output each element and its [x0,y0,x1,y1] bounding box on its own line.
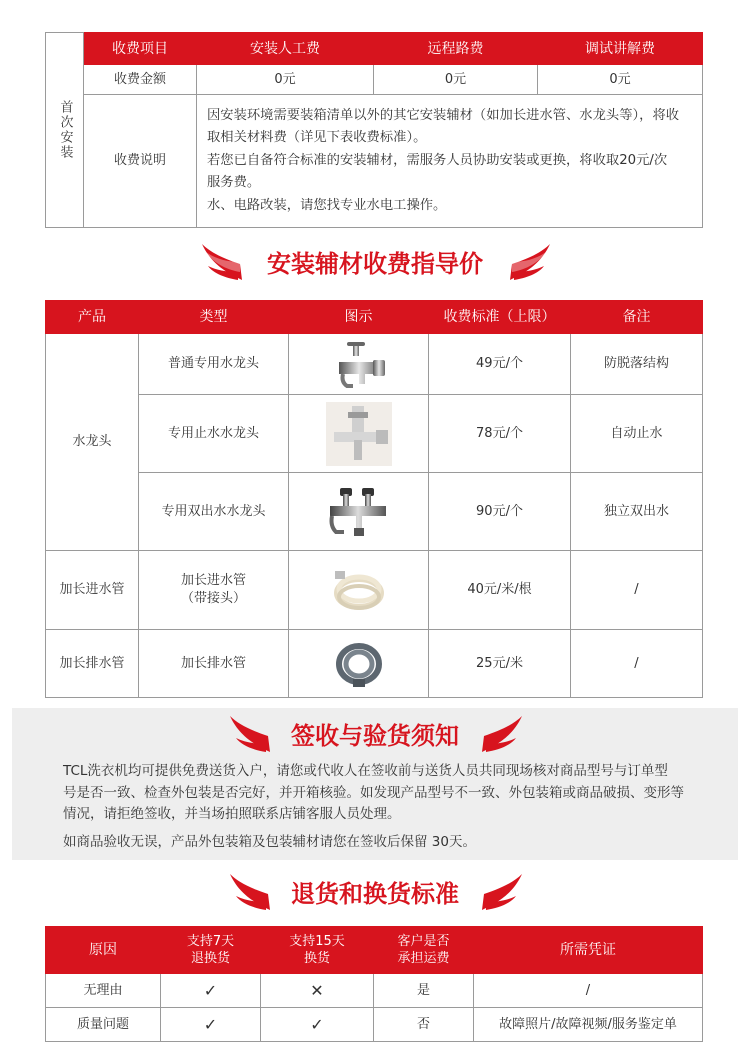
section-title-accessories [0,240,750,288]
freight-cell: 否 [374,1008,474,1042]
wing-right-icon [480,870,524,912]
section-title-text: 安装辅材收费指导价 [267,250,483,278]
table-row [46,630,703,698]
type-cell [139,551,289,630]
install-fee-table [45,32,703,228]
table-row [46,473,703,551]
price-cell: 49元/个 [429,334,571,395]
note-cell: 独立双出水 [571,473,703,551]
type-cell: 专用止水水龙头 [139,395,289,473]
reason-cell: 质量问题 [46,1008,161,1042]
header-line: 客户是否 [397,934,450,949]
image-cell [289,395,429,473]
inlet-hose-icon [331,567,387,613]
freight-cell: 是 [374,974,474,1008]
note-cell: / [571,630,703,698]
dual-faucet-icon [324,482,394,542]
inspection-line: 情况，请拒绝签收，并当场拍照联系店铺客服人员处理。 [63,806,401,822]
note-line: 因安装环境需要装箱清单以外的其它安装辅材（如加长进水管、水龙头等），将收 [207,107,680,123]
header-line: 承担运费 [397,951,450,966]
inspection-text [63,761,703,853]
side-label [46,33,84,228]
header-7day [161,927,261,974]
type-cell: 专用双出水水龙头 [139,473,289,551]
image-cell [289,551,429,630]
header-freight [374,927,474,974]
inspection-line: 如商品验收无误，产品外包装箱及包装辅材请您在签收后保留 30天。 [63,833,476,850]
check-icon: ✓ [261,1008,374,1042]
header-image: 图示 [289,301,429,334]
section-title-text: 签收与验货须知 [291,722,459,750]
header-debug-fee: 调试讲解费 [538,33,703,65]
table-row [46,974,703,1008]
table-row [46,334,703,395]
image-cell [289,630,429,698]
header-fee-item: 收费项目 [84,33,197,65]
section-title-returns [0,870,750,918]
header-price: 收费标准（上限） [429,301,571,334]
stop-faucet-icon [326,402,392,466]
note-cell: 自动止水 [571,395,703,473]
inspection-line: 号是否一致、检查外包装是否完好，并开箱核验。如发现产品型号不一致、外包装箱或商品破损、变形等 [63,784,684,801]
drain-hose-icon [333,639,385,689]
section-title-text: 退货和换货标准 [291,880,459,908]
header-note: 备注 [571,301,703,334]
note-line: 水、电路改装，请您找专业水电工操作。 [207,197,447,213]
header-line: 换货 [303,951,330,966]
accessory-price-table [45,300,703,698]
note-cell: / [571,551,703,630]
type-cell: 普通专用水龙头 [139,334,289,395]
reason-cell: 无理由 [46,974,161,1008]
faucet-icon [329,338,389,390]
note-cell: 防脱落结构 [571,334,703,395]
note-label: 收费说明 [84,95,197,228]
note-line: 取相关材料费（详见下表收费标准）。 [207,130,427,146]
header-line: 支持7天 [186,934,235,949]
wing-right-icon [508,240,552,282]
product-inlet-hose: 加长进水管 [46,551,139,630]
note-line: 若您已自备符合标准的安装辅材，需服务人员协助安装或更换，将收取20元/次 [207,152,668,168]
price-cell: 78元/个 [429,395,571,473]
header-labor-fee: 安装人工费 [197,33,374,65]
note-line: 服务费。 [207,175,261,191]
image-cell [289,473,429,551]
check-icon: ✓ [161,974,261,1008]
price-cell: 25元/米 [429,630,571,698]
header-proof: 所需凭证 [474,927,703,974]
header-product: 产品 [46,301,139,334]
header-line: 退换货 [190,951,230,966]
type-cell: 加长排水管 [139,630,289,698]
header-reason: 原因 [46,927,161,974]
amount-label: 收费金额 [84,65,197,95]
table-row [46,1008,703,1042]
header-line: 支持15天 [289,934,345,949]
product-faucet: 水龙头 [46,334,139,551]
type-line: 加长进水管 [180,573,246,588]
proof-cell: / [474,974,703,1008]
header-type: 类型 [139,301,289,334]
header-travel-fee: 远程路费 [374,33,538,65]
table-row [46,395,703,473]
check-icon: ✓ [161,1008,261,1042]
image-cell [289,334,429,395]
type-line: （带接头） [180,591,246,606]
product-drain-hose: 加长排水管 [46,630,139,698]
amount-labor: 0元 [197,65,374,95]
return-policy-table [45,926,703,1042]
inspection-line: TCL洗衣机均可提供免费送货入户，请您或代收人在签收前与送货人员共同现场核对商品型号与订单型 [63,763,668,779]
side-label-text: 首次安装 [57,100,73,160]
cross-icon: ✕ [261,974,374,1008]
amount-travel: 0元 [374,65,538,95]
wing-right-icon [480,712,524,754]
note-text [197,95,703,228]
section-title-inspection [0,712,750,760]
price-cell: 90元/个 [429,473,571,551]
header-15day [261,927,374,974]
amount-debug: 0元 [538,65,703,95]
proof-cell: 故障照片/故障视频/服务鉴定单 [474,1008,703,1042]
price-cell: 40元/米/根 [429,551,571,630]
table-row [46,551,703,630]
